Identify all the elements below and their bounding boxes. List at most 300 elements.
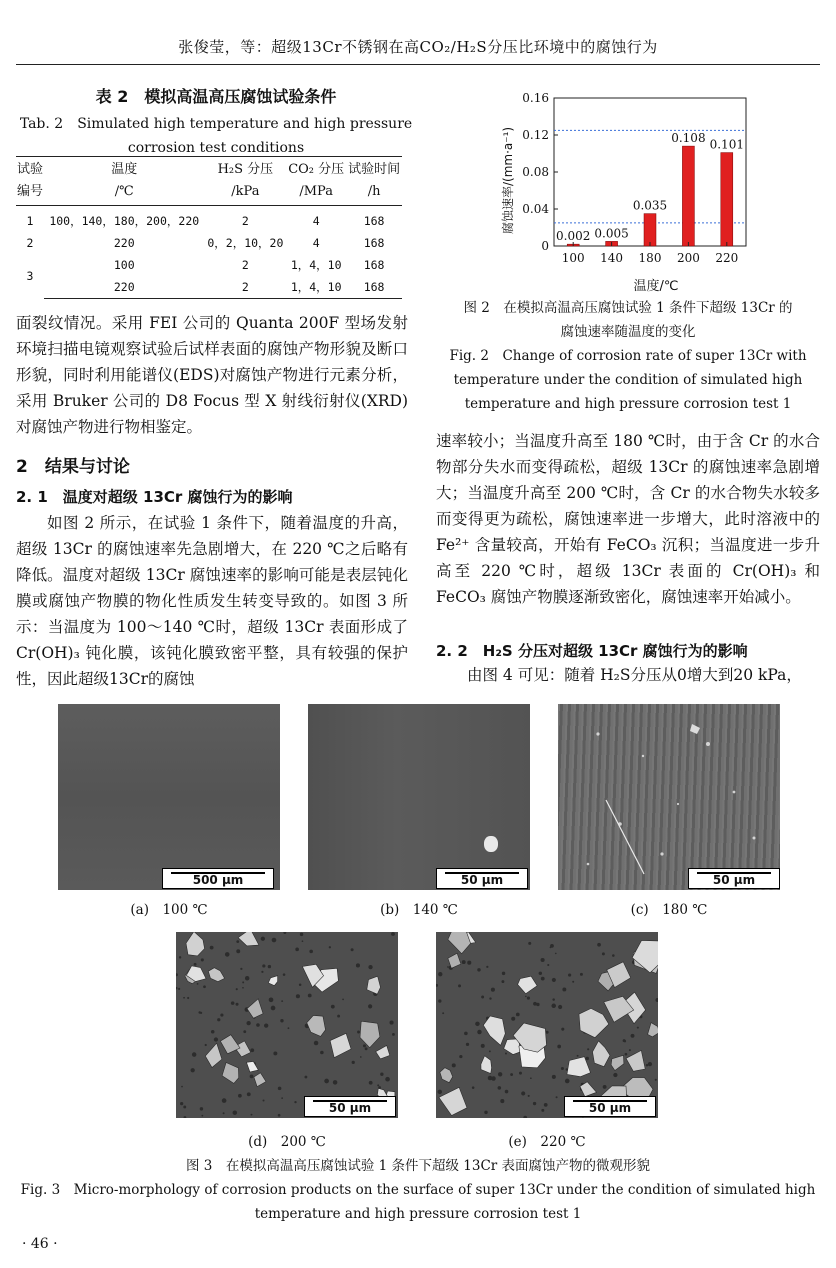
surface-pit <box>262 964 265 967</box>
crystal <box>481 1056 492 1074</box>
surface-pit <box>269 997 274 1002</box>
surface-pit <box>192 1052 197 1057</box>
fig3-label-e: (e) 220 ℃ <box>508 1134 586 1150</box>
y-tick-label: 0.04 <box>522 202 549 216</box>
surface-pit <box>245 976 249 980</box>
crystal <box>186 932 205 956</box>
crystal <box>208 968 224 982</box>
surface-pit <box>442 1012 444 1014</box>
surface-pit <box>231 1001 235 1005</box>
surface-pit <box>337 1015 340 1018</box>
surface-pit <box>561 1028 564 1031</box>
h2s-paragraph: 由图 4 可见：随着 H₂S分压从0增大到20 kPa， <box>467 666 802 684</box>
temperature-paragraph-cont: 速率较小；当温度升高至 180 ℃时，由于含 Cr 的水合物部分失水而变得疏松，超级 13Cr 的腐蚀速率急剧增大；当温度升高至 200 ℃时，含 Cr 的水合物失水较多而变得更为疏松，腐蚀速率进一步增大，此时溶液中的 Fe²⁺ 含量较高，开始有 FeCO₃ 沉积；当温度进一步升高至 220 ℃时，超级 13Cr 表面的 Cr(OH)₃ 和 FeCO₃ 腐蚀产物膜逐渐致密化，腐蚀速率开始减小。 <box>436 432 820 606</box>
surface-pit <box>498 1086 502 1090</box>
crystal <box>376 1046 390 1059</box>
x-tick-label: 180 <box>638 251 662 265</box>
surface-pit <box>377 1084 379 1086</box>
table-title-en-line-2: corrosion test conditions <box>127 140 305 156</box>
table-cell: 2 <box>26 236 34 250</box>
scale-bar <box>162 868 274 889</box>
surface-pit <box>281 1000 283 1002</box>
surface-pit <box>220 1014 223 1017</box>
surface-pit <box>187 997 189 999</box>
surface-pit <box>552 978 556 982</box>
surface-pit <box>214 1037 218 1041</box>
bar <box>682 146 694 246</box>
x-tick-label: 140 <box>600 251 624 265</box>
table-header: H₂S 分压 <box>205 157 287 182</box>
surface-pit <box>278 1087 282 1091</box>
surface-pit <box>498 1072 502 1076</box>
surface-pit <box>488 1076 493 1081</box>
surface-pit <box>250 1048 254 1052</box>
fig3-label-d: (d) 200 ℃ <box>248 1134 326 1150</box>
surface-pit <box>272 938 277 943</box>
table-cell: 168 <box>363 236 385 250</box>
surface-pit <box>459 1055 462 1058</box>
surface-pit <box>261 937 265 941</box>
surface-pit <box>243 1030 246 1033</box>
surface-pit <box>568 973 571 976</box>
surface-pit <box>572 981 574 983</box>
table-row <box>16 254 402 276</box>
table-header-unit: 编号 <box>16 181 44 206</box>
surface-pit <box>447 966 449 968</box>
table-header-unit: /MPa <box>286 181 346 206</box>
surface-pit <box>527 997 530 1000</box>
scale-label: 50 μm <box>328 1101 372 1115</box>
surface-pit <box>655 1079 657 1081</box>
crystal <box>222 1063 239 1084</box>
surface-pit <box>236 1003 239 1006</box>
surface-pit <box>222 1098 227 1103</box>
fig2-caption-zh-1: 图 2 在模拟高温高压腐蚀试验 1 条件下超级 13Cr 的 <box>463 300 793 316</box>
crystal <box>579 1008 609 1037</box>
table-title-en <box>16 112 416 160</box>
surface-pit <box>304 1076 307 1079</box>
surface-pit <box>516 1013 520 1017</box>
table-header-unit: /℃ <box>44 181 205 206</box>
table-row <box>16 276 402 299</box>
surface-pit <box>631 1034 635 1038</box>
section-heading-2-1: 2. 1 温度对超级 13Cr 腐蚀行为的影响 <box>16 488 293 506</box>
surface-pit <box>555 953 557 955</box>
surface-pit <box>268 965 271 968</box>
y-tick-label: 0 <box>541 239 549 253</box>
crystal <box>440 1068 453 1083</box>
surface-pit <box>462 960 466 964</box>
scale-label: 50 μm <box>712 873 756 887</box>
surface-pit <box>281 1097 283 1099</box>
fig3-label-a: (a) 100 ℃ <box>130 902 208 918</box>
surface-pit <box>210 946 214 950</box>
crystal <box>247 999 263 1018</box>
crystal <box>483 1016 505 1045</box>
surface-pit <box>176 973 178 976</box>
surface-pit <box>184 1116 187 1118</box>
table-header-unit: /kPa <box>205 181 287 206</box>
crystal <box>238 932 259 946</box>
surface-pit <box>368 965 372 969</box>
surface-pit <box>475 1022 479 1026</box>
surface-pit <box>541 1109 544 1112</box>
surface-pit <box>250 1074 254 1078</box>
y-tick-label: 0.12 <box>522 128 549 142</box>
x-tick-label: 200 <box>676 251 700 265</box>
surface-pit <box>351 948 354 951</box>
surface-pit <box>525 996 527 998</box>
surface-pit <box>380 1072 383 1075</box>
x-tick-label: 100 <box>561 251 585 265</box>
surface-pit <box>288 1027 290 1029</box>
surface-pit <box>546 1031 549 1034</box>
surface-pit <box>385 1077 390 1082</box>
surface-pit <box>225 952 230 957</box>
data-label: 0.035 <box>632 198 668 213</box>
surface-pit <box>191 1068 195 1072</box>
bar <box>721 153 733 246</box>
table-header: 试验 <box>16 157 44 182</box>
surface-pit <box>500 1099 504 1103</box>
table-header: 试验时间 <box>346 157 402 182</box>
fig2-caption-en-2: temperature under the condition of simulated high <box>453 372 803 388</box>
y-tick-label: 0.16 <box>522 91 549 105</box>
fig3-caption-en-1: Fig. 3 Micro-morphology of corrosion products on the surface of super 13Cr under the condition of simulated high <box>20 1182 816 1198</box>
page-number: · 46 · <box>22 1236 58 1252</box>
surface-pit <box>597 943 601 947</box>
particle <box>484 836 498 852</box>
sem-image-e <box>436 932 658 1118</box>
sem-image-d <box>176 932 398 1118</box>
crystal <box>626 1050 645 1071</box>
surface-pit <box>533 1102 536 1105</box>
surface-pit <box>528 942 531 945</box>
surface-pit <box>352 1061 355 1064</box>
table-cell: 4 <box>312 236 320 250</box>
sem-image-c <box>558 704 780 890</box>
surface-pit <box>329 946 331 948</box>
surface-pit <box>552 1075 556 1079</box>
surface-pit <box>557 1045 561 1049</box>
surface-pit <box>603 1085 607 1089</box>
surface-pit <box>247 1092 251 1096</box>
surface-pit <box>357 1031 360 1034</box>
surface-pit <box>283 932 286 934</box>
surface-pit <box>481 1044 485 1048</box>
surface-pit <box>539 972 542 975</box>
surface-pit <box>486 966 488 968</box>
table-header: 温度 <box>44 157 205 182</box>
surface-pit <box>565 1079 570 1084</box>
crystal <box>367 976 381 994</box>
surface-pit <box>280 1019 283 1022</box>
surface-pit <box>342 998 344 1000</box>
surface-pit <box>238 1094 242 1098</box>
data-label: 0.002 <box>556 229 591 244</box>
fig2-caption <box>436 296 820 416</box>
surface-pit <box>580 973 583 976</box>
surface-pit <box>547 964 549 966</box>
surface-pit <box>392 1033 395 1036</box>
surface-pit <box>179 956 181 958</box>
surface-pit <box>217 1018 220 1021</box>
surface-pit <box>436 984 438 987</box>
surface-pit <box>521 1091 525 1095</box>
crystal <box>205 1043 222 1067</box>
surface-pit <box>477 968 480 971</box>
surface-pit <box>464 1032 468 1036</box>
surface-pit <box>528 1095 530 1097</box>
surface-pit <box>624 1040 626 1042</box>
surface-pit <box>629 1049 631 1051</box>
crystal <box>360 1021 380 1047</box>
crystal <box>307 1015 326 1036</box>
surface-pit <box>637 1027 639 1029</box>
section-heading-2: 2 结果与讨论 <box>16 457 130 477</box>
surface-pit <box>390 1021 394 1025</box>
table-cell: 220 <box>113 236 135 250</box>
surface-pit <box>262 1099 264 1101</box>
surface-pit <box>369 1081 373 1085</box>
surface-pit <box>519 1072 522 1075</box>
surface-pit <box>294 1101 296 1103</box>
crystal <box>611 1055 624 1070</box>
table-cell: 2 <box>241 214 249 228</box>
table-cell: 168 <box>363 258 385 272</box>
crystal <box>268 976 277 986</box>
surface-pit <box>551 1004 556 1009</box>
test-conditions-table <box>16 156 402 299</box>
surface-pit <box>363 1044 366 1047</box>
running-head: 张俊莹，等：超级13Cr不锈钢在高CO₂/H₂S分压比环境中的腐蚀行为 <box>178 38 658 56</box>
surface-pit <box>511 1017 515 1021</box>
surface-pit <box>577 1055 579 1057</box>
surface-pit <box>544 1103 548 1107</box>
table-cell: 2 <box>241 258 249 272</box>
surface-pit <box>283 973 286 976</box>
surface-pit <box>541 977 545 981</box>
surface-pit <box>233 1110 238 1115</box>
data-label: 0.005 <box>594 226 629 241</box>
crystal <box>330 1033 351 1057</box>
data-label: 0.101 <box>709 137 744 152</box>
surface-pit <box>302 940 304 942</box>
surface-pit <box>612 954 615 957</box>
surface-pit <box>242 987 244 989</box>
sem-image-a <box>58 704 280 890</box>
chart-xlabel: 温度/℃ <box>633 279 679 294</box>
table-cell: 220 <box>44 276 205 299</box>
surface-pit <box>505 1090 509 1094</box>
surface-pit <box>236 988 238 990</box>
chart-ylabel: 腐蚀速率/(mm·a⁻¹) <box>501 126 515 234</box>
surface-pit <box>256 1023 260 1027</box>
crystal <box>448 932 471 954</box>
surface-pit <box>356 963 360 967</box>
fig2-caption-en-1: Fig. 2 Change of corrosion rate of super 13Cr with <box>449 348 807 364</box>
surface-pit <box>201 1115 203 1117</box>
surface-pit <box>458 984 461 987</box>
surface-pit <box>211 1030 215 1034</box>
surface-pit <box>296 994 300 998</box>
table-cell: 100 <box>113 258 135 272</box>
surface-pit <box>176 987 177 990</box>
surface-pit <box>198 1011 200 1013</box>
surface-pit <box>308 994 312 998</box>
sem-image-b <box>308 704 530 890</box>
surface-pit <box>489 997 491 999</box>
table-row <box>16 232 402 254</box>
surface-pit <box>197 983 199 985</box>
surface-pit <box>438 999 441 1002</box>
surface-pit <box>541 958 545 962</box>
fig3-label-c: (c) 180 ℃ <box>630 902 708 918</box>
surface-pit <box>273 1051 277 1055</box>
surface-pit <box>510 1073 513 1076</box>
temperature-paragraph: 如图 2 所示，在试验 1 条件下，随着温度的升高，超级 13Cr 的腐蚀速率先急剧增大，在 220 ℃之后略有降低。温度对超级 13Cr 腐蚀速率的影响可能是表层钝化膜或腐蚀产物膜的物化性质发生转变导致的。如图 3 所示：当温度为 100～140 ℃时，超级 13Cr 表面形成了 Cr(OH)₃ 钝化膜，该钝化膜致密平整，具有较强的保护性，因此超级13Cr的腐蚀 <box>16 514 408 688</box>
surface-pit <box>472 1086 475 1089</box>
surface-pit <box>646 1064 648 1066</box>
surface-pit <box>391 932 395 936</box>
surface-pit <box>477 1030 481 1034</box>
scale-label: 50 μm <box>588 1101 632 1115</box>
surface-pit <box>562 987 566 991</box>
surface-pit <box>585 1057 588 1060</box>
surface-pit <box>467 961 471 965</box>
crystal-texture <box>176 932 398 1118</box>
x-tick-label: 220 <box>715 251 739 265</box>
table-title: 表 2 模拟高温高压腐蚀试验条件 <box>95 87 337 106</box>
surface-pit <box>223 1112 225 1114</box>
surface-pit <box>181 1086 183 1088</box>
y-tick-label: 0.08 <box>522 165 549 179</box>
surface-pit <box>194 963 197 966</box>
surface-pit <box>489 1050 491 1052</box>
surface-pit <box>360 1056 362 1058</box>
surface-pit <box>648 1062 652 1066</box>
surface-pit <box>331 1005 335 1009</box>
surface-pit <box>556 1096 558 1098</box>
surface-pit <box>333 1080 338 1085</box>
surface-pit <box>550 946 552 948</box>
table-cell: 168 <box>363 214 385 228</box>
scale-bar <box>564 1096 656 1117</box>
surface-pit <box>205 1044 207 1046</box>
surface-pit <box>271 1006 276 1011</box>
surface-pit <box>481 996 484 999</box>
surface-pit <box>200 1107 203 1110</box>
surface-pit <box>533 1002 537 1006</box>
bar <box>644 214 656 246</box>
surface-pit <box>501 980 504 983</box>
table-cell: 1，4，10 <box>286 276 346 299</box>
table-cell: 2 <box>205 276 287 299</box>
surface-pit <box>552 998 554 1000</box>
surface-pit <box>602 952 605 955</box>
surface-pit <box>530 1077 532 1079</box>
scale-bar <box>688 868 780 889</box>
surface-pit <box>613 1073 617 1077</box>
table-cell: 1，4，10 <box>290 258 342 272</box>
surface-pit <box>505 1052 507 1054</box>
surface-pit <box>178 988 180 990</box>
surface-pit <box>491 988 495 992</box>
surface-pit <box>240 968 242 970</box>
surface-pit <box>314 1041 318 1045</box>
surface-pit <box>324 1079 329 1084</box>
surface-pit <box>203 985 206 988</box>
table-row <box>16 206 402 233</box>
data-label: 0.108 <box>671 131 706 146</box>
surface-pit <box>466 1043 469 1046</box>
methods-paragraph: 面裂纹情况。采用 FEI 公司的 Quanta 200F 型场发射环境扫描电镜观察试验后试样表面的腐蚀产物形貌及断口形貌，同时利用能谱仪(EDS)对腐蚀产物进行元素分析，采用 Bruker 公司的 D8 Focus 型 X 射线衍射仪(XRD)对腐蚀产物进行物相鉴定。 <box>16 314 408 436</box>
surface-pit <box>309 950 313 954</box>
section-heading-2-2: 2. 2 H₂S 分压对超级 13Cr 腐蚀行为的影响 <box>436 642 748 660</box>
surface-pit <box>368 1004 372 1008</box>
table-title-en-line-1: Tab. 2 Simulated high temperature and high pressure <box>19 116 413 132</box>
table-cell: 0，2，10，20 <box>207 236 284 250</box>
surface-pit <box>183 1105 186 1108</box>
scale-bar <box>436 868 528 889</box>
scale-bar <box>304 1096 396 1117</box>
scale-label: 500 μm <box>192 873 244 887</box>
surface-pit <box>246 1021 250 1025</box>
surface-pit <box>438 972 442 976</box>
surface-pit <box>438 1090 442 1094</box>
fig2-caption-zh-2: 腐蚀速率随温度的变化 <box>560 324 696 340</box>
surface-pit <box>295 948 299 952</box>
surface-pit <box>264 1023 268 1027</box>
table-cell: 168 <box>346 276 402 299</box>
table-cell: 1 <box>26 214 34 228</box>
fig3-caption-en-2: temperature and high pressure corrosion test 1 <box>254 1206 582 1222</box>
surface-pit <box>484 1111 487 1114</box>
table-cell: 4 <box>312 214 320 228</box>
table-header: CO₂ 分压 <box>286 157 346 182</box>
surface-pit <box>587 1048 589 1050</box>
surface-pit <box>625 1053 628 1056</box>
crystal <box>632 940 658 972</box>
surface-pit <box>299 983 302 986</box>
surface-pit <box>502 972 505 975</box>
surface-pit <box>183 997 185 999</box>
surface-pit <box>452 1063 456 1067</box>
table-header-unit: /h <box>346 181 402 206</box>
corrosion-rate-chart <box>496 84 776 294</box>
crystal-texture <box>436 932 658 1118</box>
crystal <box>247 1061 259 1072</box>
table-cell: 3 <box>26 269 34 284</box>
crystal <box>518 976 538 994</box>
surface-pit <box>320 1051 324 1055</box>
crystal <box>593 1041 611 1067</box>
surface-pit <box>523 1116 527 1118</box>
surface-pit <box>236 940 239 943</box>
surface-pit <box>261 971 263 973</box>
surface-pit <box>558 1005 562 1009</box>
header-rule <box>16 64 820 65</box>
scale-label: 50 μm <box>460 873 504 887</box>
surface-pit <box>251 1114 253 1116</box>
fig2-caption-en-3: temperature and high pressure corrosion test 1 <box>464 396 792 412</box>
table-cell: 100，140，180，200，220 <box>49 214 200 228</box>
surface-pit <box>278 1114 281 1117</box>
surface-pit <box>236 949 240 953</box>
surface-pit <box>300 933 303 936</box>
surface-pit <box>180 1102 183 1105</box>
surface-pit <box>655 998 658 1002</box>
